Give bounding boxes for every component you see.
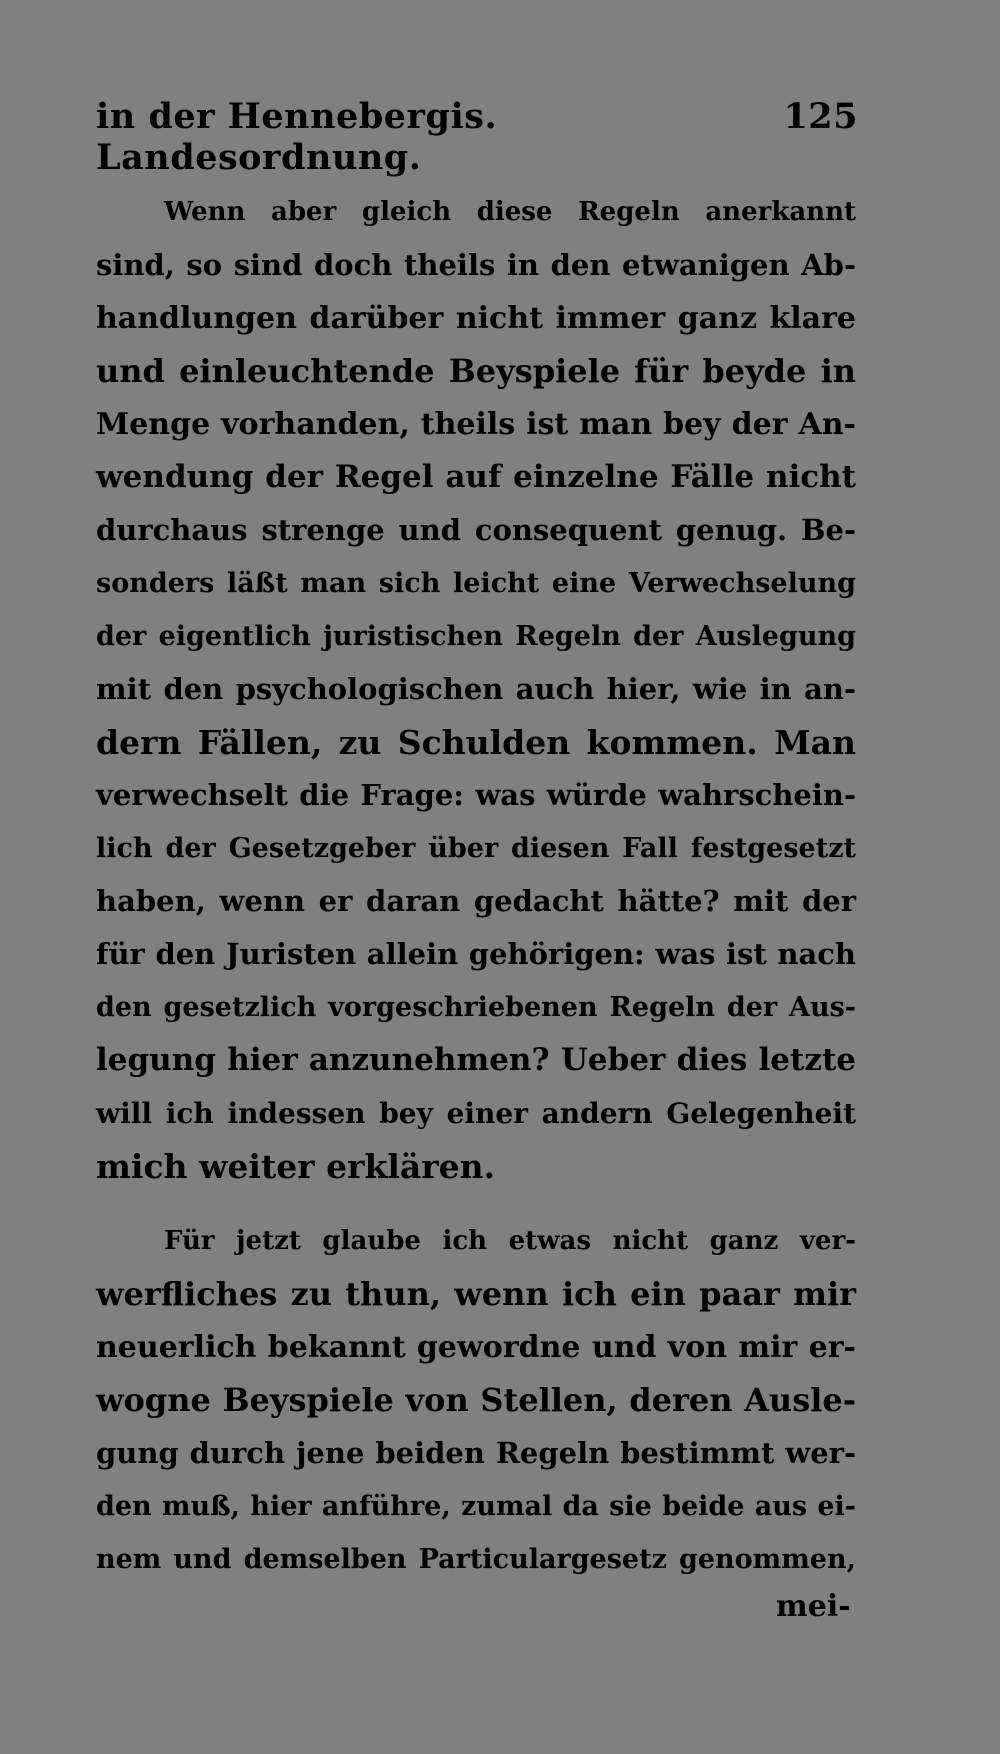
text-line: sind, so sind doch theils in den etwanigen Ab- [96,248,856,282]
text-line: sonders läßt man sich leicht eine Verwechselung [96,568,856,599]
text-line: den muß, hier anführe, zumal da sie beide aus ei- [96,1491,856,1522]
catchword: mei- [776,1589,851,1624]
text-line: lich der Gesetzgeber über diesen Fall festgesetzt [96,833,856,864]
paragraph-1 [96,186,856,1193]
text-line: wendung der Regel auf einzelne Fälle nicht [96,459,856,495]
text-line: will ich indessen bey einer andern Gelegenheit [96,1097,856,1130]
text-line: wogne Beyspiele von Stellen, deren Ausle- [96,1381,856,1419]
text-line: Wenn aber gleich diese Regeln anerkannt [164,197,856,227]
text-line: und einleuchtende Beyspiele für beyde in [96,352,856,390]
page-number: 125 [783,96,858,137]
running-header [96,96,858,178]
text-line: verwechselt die Frage: was würde wahrschein- [96,778,856,812]
text-line: Menge vorhanden, theils ist man bey der An- [96,407,856,442]
text-line: nem und demselben Particulargesetz genommen, [96,1544,856,1575]
text-line: haben, wenn er daran gedacht hätte? mit der [96,884,856,918]
text-line: dern Fällen, zu Schulden kommen. Man [96,723,856,762]
running-title: in der Hennebergis. Landesordnung. [96,96,498,178]
paragraph-2 [96,1215,856,1586]
text-line: den gesetzlich vorgeschriebenen Regeln der Aus- [96,992,856,1023]
text-line: legung hier anzunehmen? Ueber dies letzte [96,1042,856,1078]
text-line: werfliches zu thun, wenn ich ein paar mir [96,1275,856,1313]
text-line: neuerlich bekannt gewordne und von mir er- [96,1330,856,1365]
text-line: Für jetzt glaube ich etwas nicht ganz ver- [164,1226,856,1256]
text-line: durchaus strenge und consequent genug. Be- [96,513,856,547]
text-line: der eigentlich juristischen Regeln der Auslegung [96,621,856,652]
text-line: gung durch jene beiden Regeln bestimmt wer- [96,1436,856,1470]
text-line: handlungen darüber nicht immer ganz klare [96,301,856,336]
text-line: mich weiter erklären. [96,1147,496,1186]
text-line: mit den psychologischen auch hier, wie in an- [96,672,856,706]
text-line: für den Juristen allein gehörigen: was ist nach [96,937,856,971]
